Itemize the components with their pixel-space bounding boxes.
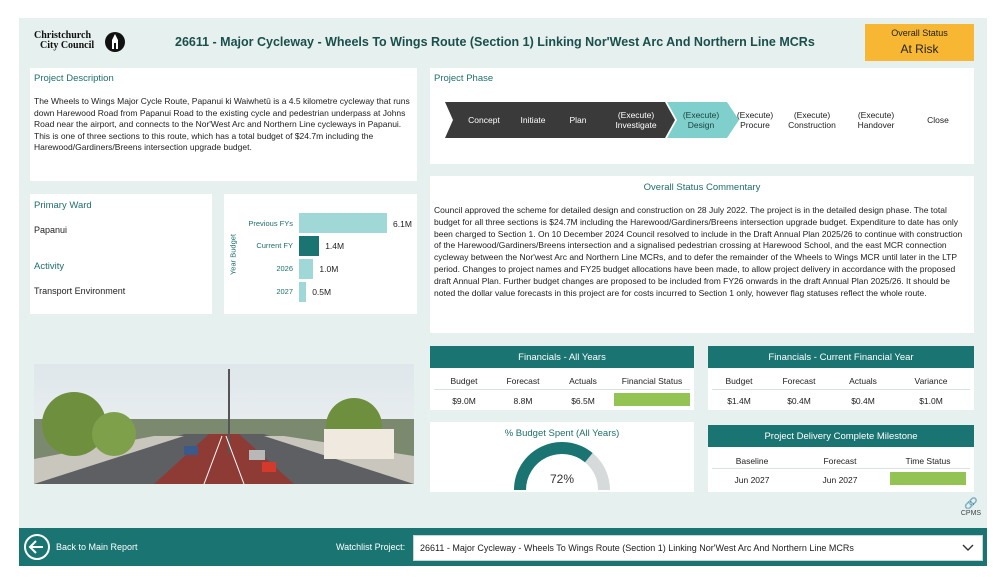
budget-bar — [299, 236, 319, 256]
overall-status-label: Overall Status — [891, 28, 948, 38]
watchlist-value: 26611 - Major Cycleway - Wheels To Wings Route (Section 1) Linking Nor'West Arc And Northern Line MCRs — [420, 543, 854, 553]
phase-step-initiate: Initiate — [520, 115, 546, 125]
budget-bar — [299, 213, 387, 233]
council-logo — [34, 31, 126, 55]
primary-ward-value: Papanui — [34, 225, 68, 235]
cathedral-icon — [104, 31, 126, 53]
phase-title: Project Phase — [434, 73, 494, 84]
phase-step-procure: (Execute) Procure — [736, 110, 774, 130]
fin-current-header: Variance — [914, 376, 948, 386]
fin-current-actuals: $0.4M — [851, 396, 875, 406]
gauge-title: % Budget Spent (All Years) — [504, 428, 620, 439]
milestone-header: Time Status — [905, 456, 951, 466]
description-text: The Wheels to Wings Major Cycle Route, Papanui ki Waiwhetū is a 4.5 kilometre cycleway that runs down Harewood Road from Papanui Road to the existing cycle and pedestrian underpass at Johns Road near the airport, and connects to the Nor'West Arc and Northern Line cycleways in Papanui. This is one of three sections to this route, which has a total budget of $24.7m including the Harewood/Gardiners/Breens intersection upgrade budget. — [34, 96, 410, 152]
milestone-forecast: Jun 2027 — [822, 475, 858, 485]
commentary-title: Overall Status Commentary — [643, 182, 761, 193]
watchlist-select[interactable] — [413, 535, 983, 561]
fin-all-divider — [434, 389, 690, 390]
fin-current-header: Forecast — [782, 376, 816, 386]
watchlist-label: Watchlist Project: — [336, 542, 406, 552]
page-title: 26611 - Major Cycleway - Wheels To Wings Route (Section 1) Linking Nor'West Arc And Northern Line MCRs — [175, 35, 815, 49]
gauge-value: 72% — [549, 472, 575, 486]
back-arrow-icon — [23, 533, 51, 561]
project-render-image — [34, 364, 414, 484]
phase-step-concept: Concept — [468, 115, 500, 125]
milestone-baseline: Jun 2027 — [734, 475, 770, 485]
budget-category-label: 2026 — [276, 264, 293, 273]
fin-all-header: Budget — [450, 376, 478, 386]
primary-ward-label: Primary Ward — [34, 200, 92, 211]
fin-all-header: Financial Status — [621, 376, 683, 386]
chevron-down-icon — [962, 544, 974, 552]
phase-step-construction: (Execute) Construction — [788, 110, 836, 130]
fin-current-budget: $1.4M — [727, 396, 751, 406]
activity-value: Transport Environment — [34, 286, 126, 296]
activity-label: Activity — [34, 261, 65, 272]
fin-current-variance: $1.0M — [919, 396, 943, 406]
description-title: Project Description — [34, 73, 114, 84]
budget-axis-label: Year Budget — [228, 234, 238, 276]
budget-value-label: 1.0M — [319, 264, 339, 274]
logo-line-2: City Council — [40, 40, 95, 51]
milestone-header: Forecast — [823, 456, 857, 466]
budget-category-label: 2027 — [276, 287, 293, 296]
budget-category-label: Current FY — [256, 241, 293, 250]
cpms-label: CPMS — [960, 510, 982, 517]
fin-all-header: Actuals — [569, 376, 597, 386]
time-status-flag — [890, 472, 966, 485]
budget-value-label: 0.5M — [312, 287, 332, 297]
fin-all-header: Forecast — [506, 376, 540, 386]
overall-status-value: At Risk — [900, 42, 939, 56]
budget-bar — [299, 282, 306, 302]
budget-category-label: Previous FYs — [248, 219, 293, 228]
back-label: Back to Main Report — [56, 542, 138, 552]
fin-current-header: Actuals — [849, 376, 877, 386]
milestone-title: Project Delivery Complete Milestone — [708, 425, 974, 447]
financial-status-flag — [614, 393, 690, 406]
milestone-header: Baseline — [735, 456, 769, 466]
fin-all-budget: $9.0M — [452, 396, 476, 406]
fin-all-title: Financials - All Years — [430, 346, 694, 368]
budget-value-label: 1.4M — [325, 241, 345, 251]
back-button[interactable] — [23, 532, 183, 562]
phase-step-handover: (Execute) Handover — [857, 110, 895, 130]
fin-all-actuals: $6.5M — [571, 396, 595, 406]
fin-all-forecast: 8.8M — [513, 396, 533, 406]
cpms-link[interactable] — [958, 498, 984, 517]
phase-step-investigate: (Execute) Investigate — [615, 110, 657, 130]
budget-bar — [299, 259, 313, 279]
logo-line-1: Christchurch — [34, 30, 92, 41]
budget-value-label: 6.1M — [393, 219, 412, 229]
fin-current-header: Budget — [725, 376, 753, 386]
overall-status-badge — [865, 24, 974, 61]
fin-current-divider — [712, 389, 970, 390]
phase-step-close: Close — [927, 115, 949, 125]
phase-step-design: (Execute) Design — [682, 110, 720, 130]
phase-step-plan: Plan — [569, 115, 587, 125]
commentary-text: Council approved the scheme for detailed design and construction on 28 July 2022. The project is in the detailed design phase. The total budget for all three sections is $24.7M including the Harewood/Gardiners/Breens intersection upgrade budget. Expenditure to date has only been charged to Section 1. On 10 December 2024 Council resolved to include in the Draft Annual Plan 2025/26 to continue with construction of the Harewood/Gardiners/Breens intersection and a signalised pedestrian crossing at Harewood School, and the east MCR connection cycleway between the Nor'west Arc and Northern Line MCRs, and to defer the remainder of the Wheels to Wings MCR until later in the LTP period. Changes to project names and FY25 budget allocations have been made, to allow project delivery in accordance with the proposed draft Annual Plan. Further budget changes are proposed to be included from FY26 onwards in the draft Annual Plan 2025/26. It should be noted the dollar value forecasts in this project are for costs incurred to Section 1 only, however flag statuses reflect the whole route. — [434, 205, 963, 298]
fin-current-forecast: $0.4M — [787, 396, 811, 406]
ward-card — [30, 194, 212, 314]
fin-current-title: Financials - Current Financial Year — [708, 346, 974, 368]
link-icon: 🔗 — [964, 498, 978, 510]
milestone-divider — [712, 468, 970, 469]
